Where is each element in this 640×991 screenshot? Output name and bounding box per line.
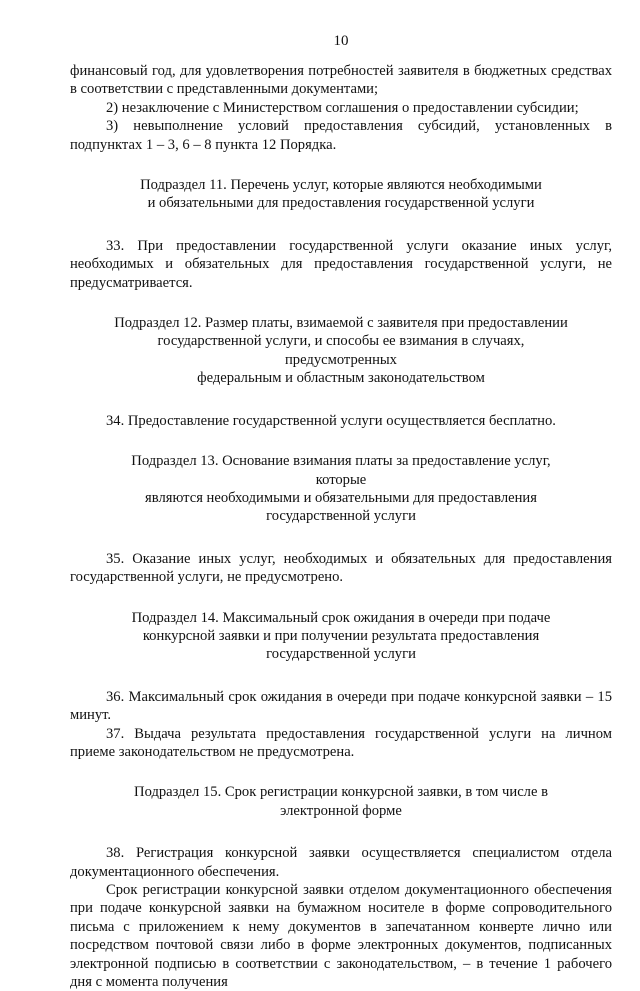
section-heading-h13 [110,452,572,526]
heading-line: и обязательными для предоставления государственной услуги [147,195,535,212]
heading-line: Подраздел 14. Максимальный срок ожидания в очереди при подаче [131,609,551,626]
heading-line: Подраздел 11. Перечень услуг, которые являются необходимыми [140,177,542,194]
heading-line: государственной услуги, и способы ее взимания в случаях, предусмотренных [157,333,525,368]
heading-line: федеральным и областным законодательством [197,370,485,387]
paragraph-p37: 37. Выдача результата предоставления государственной услуги на личном приеме законодательством не предусмотрена. [70,725,612,760]
heading-line: государственной услуги [266,508,416,525]
paragraph-p1: 2) незаключение с Министерством соглашения о предоставлении субсидии; [106,99,579,116]
heading-line: являются необходимыми и обязательными для предоставления [145,489,537,506]
paragraph-p38: 38. Регистрация конкурсной заявки осуществляется специалистом отдела документационного обеспечения. [70,845,612,880]
page-number: 10 [333,33,349,49]
paragraph-p34: 34. Предоставление государственной услуги осуществляется бесплатно. [106,412,556,429]
paragraph-p36: 36. Максимальный срок ожидания в очереди при подаче конкурсной заявки – 15 минут. [70,688,612,724]
heading-line: электронной форме [280,802,402,819]
section-heading-h14 [110,609,572,664]
heading-line: конкурсной заявки и при получении результата предоставления [142,627,540,644]
heading-line: Подраздел 13. Основание взимания платы за предоставление услуг, которые [131,453,551,488]
heading-line: Подраздел 15. Срок регистрации конкурсной заявки, в том числе в [134,784,548,801]
paragraph-p2: 3) невыполнение условий предоставления субсидий, установленных в подпунктах 1 – 3, 6 – 8 пункта 12 Порядка. [70,118,612,153]
section-heading-h12 [110,314,572,388]
section-heading-h15 [110,783,572,820]
section-heading-h11 [110,176,572,213]
document-body [70,62,612,991]
heading-line: Подраздел 12. Размер платы, взимаемой с заявителя при предоставлении [114,315,568,332]
paragraph-p0: финансовый год, для удовлетворения потребностей заявителя в бюджетных средствах в соответствии с представленными документами; [70,63,612,98]
paragraph-p35: 35. Оказание иных услуг, необходимых и обязательных для предоставления государственной услуги, не предусмотрено. [70,550,612,586]
heading-line: государственной услуги [266,646,416,663]
paragraph-p33: 33. При предоставлении государственной услуги оказание иных услуг, необходимых и обязательных для предоставления государственной услуги, не предусматривается. [70,237,612,291]
paragraph-p39: Срок регистрации конкурсной заявки отделом документационного обеспечения при подаче конкурсной заявки на бумажном носителе в форме сопроводительного письма с приложением к нему документов в запечатанном конверте лично или посредством почтовой связи либо в форме электронных документов, подписанных электронной подписью в соответствии с законодательством, – в течение 1 рабочего дня с момента получения [70,882,612,991]
